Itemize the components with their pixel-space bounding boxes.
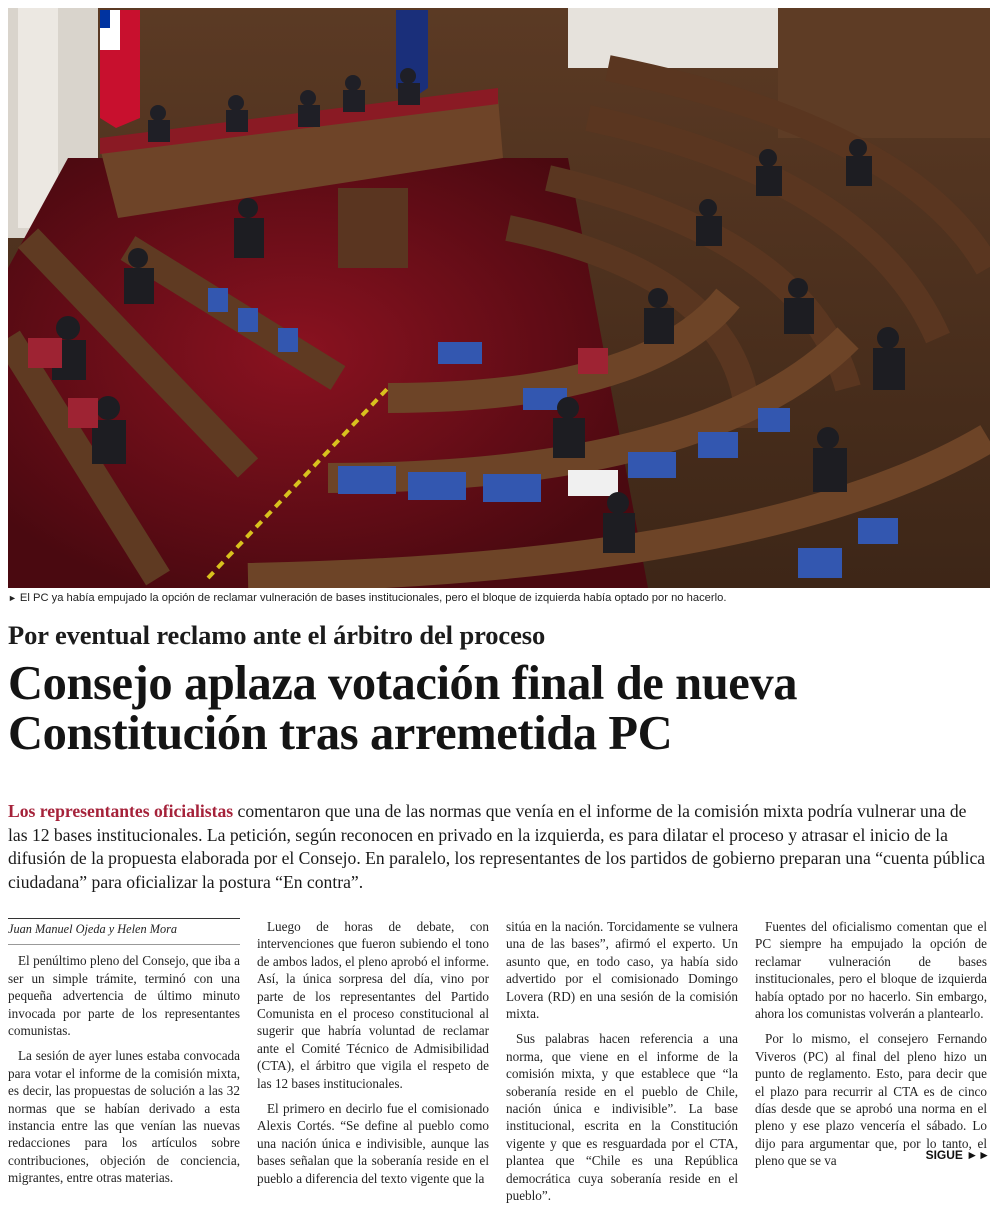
caption-text: El PC ya había empujado la opción de reclamar vulneración de bases institucionales, pero el bloque de izquierda había optado por no hacerlo. xyxy=(19,592,727,604)
column-4 xyxy=(755,918,987,1170)
continue-link[interactable]: SIGUE ►► xyxy=(925,1148,990,1162)
column-2-paragraph-1: Luego de horas de debate, con intervenciones que fueron subiendo el tono de ambos lados, el pleno aprobó el informe. Así, la única sorpresa del día, vino por parte de los representantes del Partido Comunista en el proceso constitucional al sugerir que habría voluntad de reclamar ante el Comité Técnico de Admisibilidad (CTA), el árbitro que vigila el respeto de las 12 bases institucionales. xyxy=(257,919,489,1091)
chamber-photo xyxy=(8,8,990,588)
column-2 xyxy=(257,918,489,1187)
column-4-paragraph-2: Por lo mismo, el consejero Fernando Viveros (PC) al final del pleno hizo un punto de reglamento. Esto, para decir que el plazo para recurrir al CTA es de cinco días desde que se aprobó una norma en el pleno y ese plazo vencería el sábado. Lo dijo para argumentar que, por lo tanto, el pleno que se va xyxy=(755,1031,987,1169)
column-3 xyxy=(506,918,738,1205)
column-1-paragraph-2: La sesión de ayer lunes estaba convocada para votar el informe de la comisión mixta, es decir, las propuestas de solución a las 32 normas que se habían derivado a esta instancia entre las que venían las nuevas redacciones para los artículos sobre contribuciones, objeción de conciencia, migrantes, entre otras materias. xyxy=(8,1048,240,1186)
headline-line-2: Constitución tras arremetida PC xyxy=(8,707,673,760)
caption-marker-icon: ► xyxy=(8,593,17,603)
column-3-paragraph-2: Sus palabras hacen referencia a una norma, que viene en el informe de la comisión mixta, y que establece que “la soberanía reside en el pueblo de Chile, nación única e indivisible”. La base institucional, escrita en la Constitución vigente y que es resguardada por el CTA, plantea que “Chile es una República democrática cuya soberanía reside en el pueblo”. xyxy=(506,1031,738,1204)
lead-highlight: Los representantes oficialistas xyxy=(8,801,234,821)
lead-text: comentaron que una de las normas que venía en el informe de la comisión mixta podría vulnerar una de las 12 bases institucionales. La petición, según reconocen en privado en la izquierda, es para dilatar el proceso y atrasar el inicio de la difusión de la propuesta elaborada por el Consejo. En paralelo, los representantes de los partidos de gobierno preparan una “cuenta pública ciudadana” para oficializar la postura “En contra”. xyxy=(8,801,986,892)
column-1-paragraph-1: El penúltimo pleno del Consejo, que iba a ser un simple trámite, terminó con una pequeña advertencia de último minuto invocada por parte de los representantes comunistas. xyxy=(8,953,240,1039)
byline: Juan Manuel Ojeda y Helen Mora xyxy=(8,918,240,945)
kicker: Por eventual reclamo ante el árbitro del proceso xyxy=(8,620,546,650)
lead-paragraph xyxy=(8,800,990,894)
headline-line-1: Consejo aplaza votación final de nueva xyxy=(8,657,798,710)
column-2-paragraph-2: El primero en decirlo fue el comisionado Alexis Cortés. “Se define al pueblo como una nación única e indivisible, aunque las bases señalan que la soberanía reside en el pueblo a diferencia del texto vigente que la xyxy=(257,1101,489,1186)
column-1 xyxy=(8,918,240,1187)
column-4-paragraph-1: Fuentes del oficialismo comentan que el PC siempre ha empujado la opción de reclamar vulneración de bases institucionales, pero el bloque de izquierda había optado por no hacerlo. Sin embargo, ahora los comunistas volverán a plantearlo. xyxy=(755,919,987,1022)
column-3-paragraph-1: sitúa en la nación. Torcidamente se vulnera una de las bases”, afirmó el experto. Un asunto que, en todo caso, ya había sido advertido por el comisionado Domingo Lovera (RD) en una sesión de la comisión mixta. xyxy=(506,919,738,1022)
headline xyxy=(8,659,988,759)
photo-caption xyxy=(8,592,990,604)
